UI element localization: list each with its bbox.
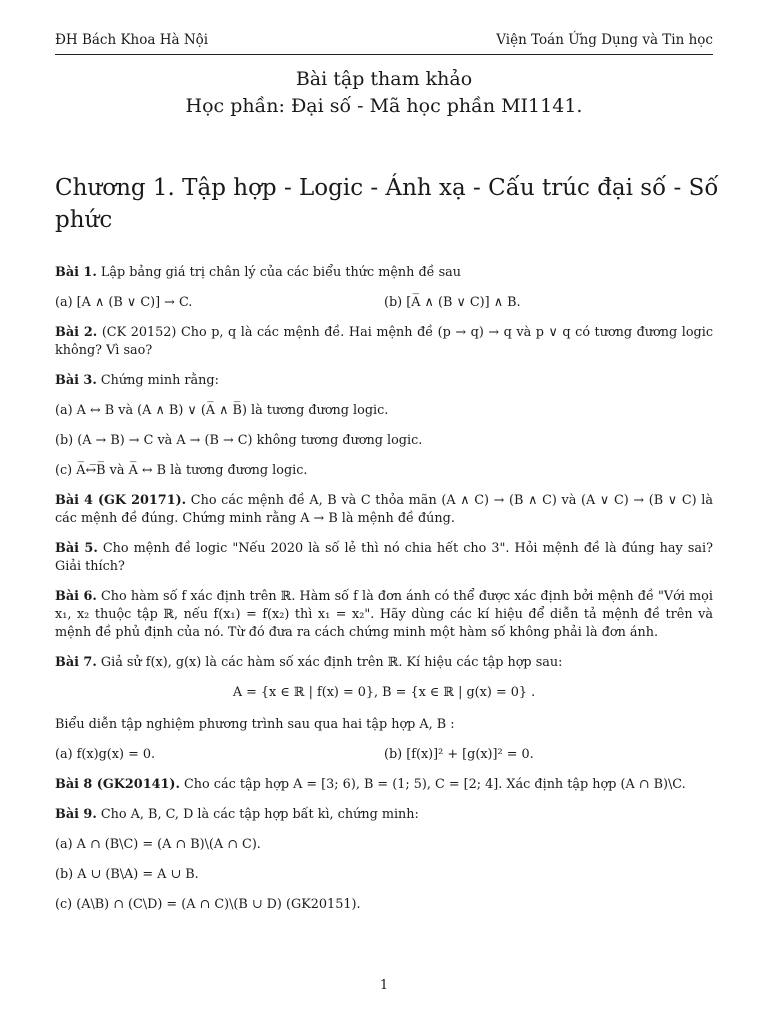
item-b: (b) [A̅ ∧ (B ∨ C)] ∧ B. bbox=[384, 295, 521, 310]
problem-label: Bài 9. bbox=[55, 807, 97, 822]
title-line-1: Bài tập tham khảo bbox=[295, 68, 473, 90]
header-right: Viện Toán Ứng Dụng và Tin học bbox=[496, 32, 713, 48]
item-b: (b) A ∪ (B\A) = A ∪ B. bbox=[55, 867, 199, 882]
problem-label: Bài 7. bbox=[55, 655, 97, 670]
problem-label: Bài 2. bbox=[55, 325, 98, 340]
problem-1 bbox=[55, 264, 713, 282]
problem-6 bbox=[55, 588, 713, 642]
problem-text: Lập bảng giá trị chân lý của các biểu thức mệnh đề sau bbox=[100, 265, 462, 280]
running-header bbox=[55, 32, 713, 55]
page-number: 1 bbox=[379, 978, 389, 993]
item-c: (c) (A\B) ∩ (C\D) = (A ∩ C)\(B ∪ D) (GK20151). bbox=[55, 897, 361, 912]
item-c: (c) A̅↔̅B̅ và A̅ ↔ B là tương đương logic. bbox=[55, 463, 308, 478]
problem-2 bbox=[55, 324, 713, 360]
title-line-2: Học phần: Đại số - Mã học phần MI1141. bbox=[185, 95, 583, 117]
item-a: (a) f(x)g(x) = 0. bbox=[55, 747, 156, 762]
item-b: (b) (A → B) → C và A → (B → C) không tương đương logic. bbox=[55, 433, 423, 448]
item-a: (a) A ↔ B và (A ∧ B) ∨ (A̅ ∧ B̅) là tương đương logic. bbox=[55, 403, 389, 418]
document-title bbox=[0, 66, 768, 120]
problem-list bbox=[55, 264, 713, 926]
problem-5 bbox=[55, 540, 713, 576]
problem-4 bbox=[55, 492, 713, 528]
problem-text: (CK 20152) Cho p, q là các mệnh đề. Hai mệnh đề (p → q) → q và p ∨ q có tương đương logic không? Vì sao? bbox=[55, 325, 713, 358]
problem-text: Cho mệnh đề logic "Nếu 2020 là số lẻ thì nó chia hết cho 3". Hỏi mệnh đề là đúng hay sai? Giải thích? bbox=[55, 541, 713, 574]
problem-label: Bài 5. bbox=[55, 541, 98, 556]
problem-7-items bbox=[55, 746, 713, 764]
problem-3 bbox=[55, 372, 713, 390]
problem-9 bbox=[55, 806, 713, 824]
problem-text: Cho các tập hợp A = [3; 6), B = (1; 5), C = [2; 4]. Xác định tập hợp (A ∩ B)\C. bbox=[184, 777, 686, 792]
problem-label: Bài 1. bbox=[55, 265, 97, 280]
chapter-heading: Chương 1. Tập hợp - Logic - Ánh xạ - Cấu trúc đại số - Số phức bbox=[55, 175, 719, 233]
item-b: (b) [f(x)]² + [g(x)]² = 0. bbox=[384, 747, 534, 762]
problem-7-text-2: Biểu diễn tập nghiệm phương trình sau qua hai tập hợp A, B : bbox=[55, 717, 455, 732]
problem-label: Bài 3. bbox=[55, 373, 97, 388]
problem-1-items bbox=[55, 294, 713, 312]
problem-label: Bài 4 (GK 20171). bbox=[55, 493, 187, 508]
problem-label: Bài 6. bbox=[55, 589, 97, 604]
problem-text: Cho các mệnh đề A, B và C thỏa mãn (A ∧ C) → (B ∧ C) và (A ∨ C) → (B ∨ C) là các mệnh đề đúng. Chứng minh rằng A → B là mệnh đề đúng. bbox=[55, 493, 713, 526]
problem-8 bbox=[55, 776, 713, 794]
problem-text: Giả sử f(x), g(x) là các hàm số xác định trên ℝ. Kí hiệu các tập hợp sau: bbox=[100, 655, 563, 670]
problem-text: Cho A, B, C, D là các tập hợp bất kì, chứng minh: bbox=[100, 807, 419, 822]
item-a: (a) A ∩ (B\C) = (A ∩ B)\(A ∩ C). bbox=[55, 837, 261, 852]
header-left: ĐH Bách Khoa Hà Nội bbox=[55, 32, 209, 48]
problem-text: Cho hàm số f xác định trên ℝ. Hàm số f là đơn ánh có thể được xác định bởi mệnh đề "Với mọi x₁, x₂ thuộc tập ℝ, nếu f(x₁) = f(x₂) thì x₁ = x₂". Hãy dùng các kí hiệu để diễn tả mệnh đề trên và mệnh đề phủ định của nó. Từ đó đưa ra cách chứng minh một hàm số không phải là đơn ánh. bbox=[55, 589, 713, 640]
item-a: (a) [A ∧ (B ∨ C)] → C. bbox=[55, 295, 193, 310]
problem-7 bbox=[55, 654, 713, 672]
problem-label: Bài 8 (GK20141). bbox=[55, 777, 180, 792]
set-definition-formula: A = {x ∈ ℝ | f(x) = 0}, B = {x ∈ ℝ | g(x) = 0} . bbox=[232, 685, 536, 700]
problem-text: Chứng minh rằng: bbox=[100, 373, 219, 388]
